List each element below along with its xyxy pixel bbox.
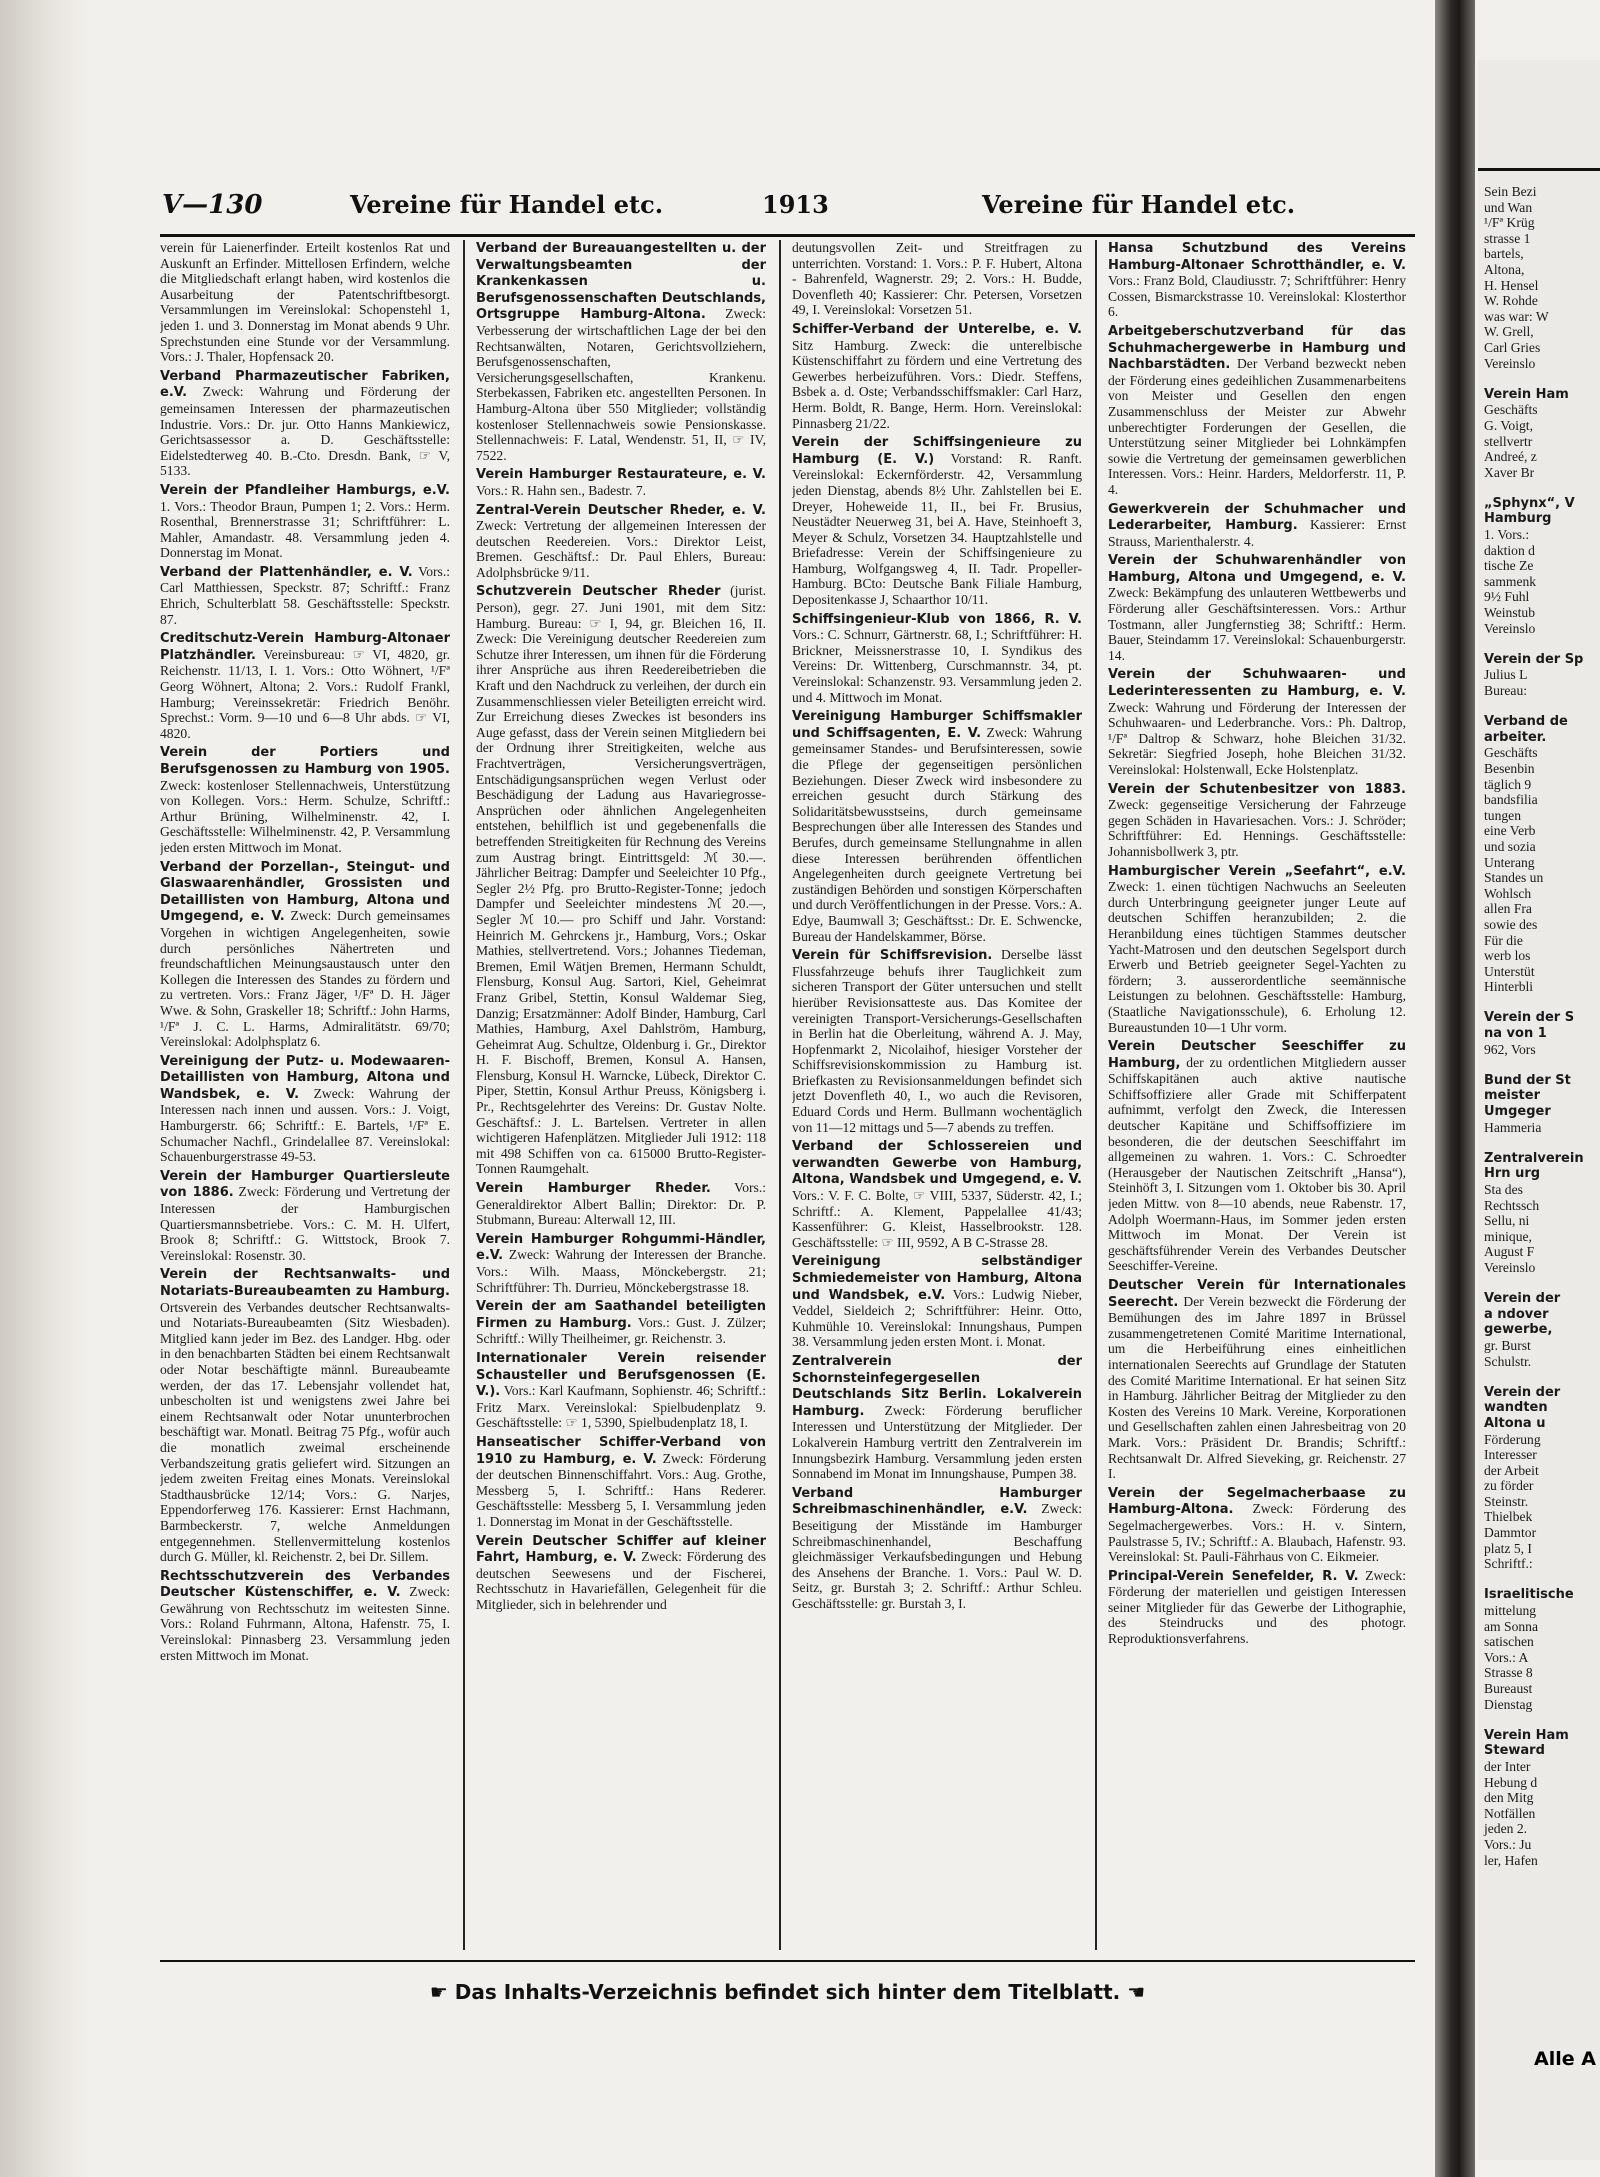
entry-title: Verein der Schuhwaaren- und Lederinteressenten zu Hamburg, e. V. [1108,667,1406,700]
entry-text: Zweck: kostenloser Stellennachweis, Unterstützung von Kollegen. Vors.: Herm. Schulze, Schriftf.: Arthur Brüning, Wilhelminenstr. 42, I. Geschäftsstelle: Wilhelminenstr. 42, P. Versammlung jeden ersten Mittwoch im Monat. [160,777,450,855]
entry-title: Verein der Schutenbesitzer von 1883. [1108,781,1406,797]
entry-title: Arbeitgeberschutzverband für das Schuhmachergewerbe in Hamburg und Nachbarstädten. [1108,323,1406,373]
entry-text: Vors.: Karl Kaufmann, Sophienstr. 46; Schriftf.: Fritz Marx. Vereinslokal: Spielbudenplatz 9. Geschäftsstelle: ☞ 1, 5390, Spielbudenplatz 18, I. [476,1383,766,1431]
entry-title: Verein Hamburger Rheder. [476,1181,711,1197]
entry-title: Verband der Bureauangestellten u. der Verwaltungsbeamten der Krankenkassen u. Berufsgenossenschaften Deutschlands, Ortsgruppe Hamburg-Altona. [476,241,766,323]
entry-title: Creditschutz-Verein Hamburg-Altonaer Platzhändler. [160,631,450,663]
directory-entry [476,1434,766,1530]
entry-title: Verein der Portiers und Berufsgenossen zu Hamburg von 1905. [160,745,450,777]
facing-page-line: Weinstub [1484,605,1536,621]
facing-page-line: Dienstag [1484,1696,1533,1712]
entry-text: Vors.: C. Schnurr, Gärtnerstr. 68, I.; Schriftführer: H. Brickner, Meissnerstrasse 10, I. Syndikus des Vereins: Dr. Wittenberg, Curschmannstr. 34, pt. Vereinslokal: Schanzenstr. 93. Versammlung jeden 2. und 4. Mittwoch im Monat. [792,627,1082,705]
facing-page-line: eine Verb [1484,823,1536,839]
directory-entry [476,1231,766,1295]
entry-columns [160,240,1415,1950]
directory-entry [160,1053,450,1165]
entry-text: Zweck: Wahrung und Förderung der Interessen der Schuhwaaren- und Lederbranche. Vors.: Ph. Daltrop, ¹/Fª Daltrop & Schwarz, hohe Bleichen 31/32. Sekretär: Siegfried Joseph, hohe Bleichen 31/32. Vereinslokal: Holstenwall, Ecke Holstenplatz. [1108,699,1406,777]
facing-page-line [1484,699,1600,715]
facing-page [1478,60,1600,2160]
directory-entry [1108,501,1406,550]
facing-page-line: Rechtssch [1484,1197,1540,1213]
entry-title: Hanseatischer Schiffer-Verband von 1910 zu Hamburg, e. V. [476,1434,766,1467]
entry-text: Zweck: Verbesserung der wirtschaftlichen Lage der bei den Rechtsanwälten, Notaren, Gerichtsvollziehern, Berufsgenossenschaften, Versicherungsgesellschaften, Krankenu. Sterbekassen, Fabriken etc. angestellten Personen. In Hamburg-Altona über 550 Mitglieder; vollständig kostenloser Stellennachweis sowie Pensionskasse. Stellennachweis: F. Latal, Wendenstr. 51, II, ☞ IV, 7522. [476,306,766,463]
directory-entry [476,1298,766,1347]
entry-text: Zweck: Förderung des deutschen Seewesens und der Fischerei, Rechtsschutz in Havariefällen, Gelegenheit für die Mitglieder, sich in belehrender und [476,1549,766,1612]
facing-page-line: strasse 1 [1484,230,1531,246]
facing-page-line: Verein Ham [1484,1727,1569,1743]
directory-entry [1108,1038,1406,1274]
directory-entry [476,240,766,463]
directory-entry [160,482,450,561]
facing-page-line: Israelitische [1484,1587,1574,1603]
footer-rule [160,1960,1415,1962]
facing-page-line: Umgeger [1484,1104,1551,1120]
entry-title: Principal-Verein Senefelder, R. V. [1108,1568,1359,1584]
facing-page-line: gr. Burst [1484,1337,1531,1353]
facing-page-line: Bureau: [1484,683,1528,698]
facing-page-line: 962, Vors [1484,1041,1536,1057]
directory-entry [792,947,1082,1135]
facing-page-line [1484,1369,1600,1385]
facing-page-line: Sta des [1484,1182,1523,1197]
facing-page-line: Standes un [1484,870,1544,886]
entry-text: Vereinsbureau: ☞ VI, 4820, gr. Reichenstr. 11/13, I. 1. Vors.: Otto Wöhnert, ¹/Fª Georg Wöhnert, Altona; 2. Vors.: Rudolf Frankl, Hamburg; Vereinssekretär: Friedrich Benöhr. Sprechst.: Vorm. 9—10 und 6—8 Uhr abds. ☞ VI, 4820. [160,646,450,741]
directory-entry [792,1485,1082,1612]
entry-title: Verein der am Saathandel beteiligten Firmen zu Hamburg. [476,1299,766,1331]
facing-page-line: der Inter [1484,1758,1531,1774]
entry-text: Kassierer: Ernst Strauss, Marienthalerstr. 4. [1108,517,1406,549]
facing-page-line [1484,1572,1600,1588]
facing-page-line: G. Voigt, [1484,417,1533,433]
entry-text: Vors.: R. Hahn sen., Badestr. 7. [476,482,647,498]
entry-text: Zweck: 1. einen tüchtigen Nachwuchs an Seeleuten durch Unterbringung geeigneter junger Leute auf deutschen Schiffen heranzubilden; 2. die Heranbildung eines tüchtigen Stammes deutscher Yacht-Matrosen und den deutschen Segelsport durch Erwerb und Betrieb geeigneter Segel-Yachten zu fördern; 3. ausserordentliche seemännische Leistungen zu belohnen. Geschäftsstelle: Hamburg, (Staatliche Navigationsschule), 6. Erholung 12. Bureaustunden 10—1 Uhr vorm. [1108,879,1406,1035]
entry-text: Vors.: Carl Matthiessen, Speckstr. 87; Schriftf.: Franz Ehrich, Schulterblatt 58. Geschäftsstelle: Speckstr. 87. [160,563,450,627]
entry-title: Vereinigung Hamburger Schiffsmakler und Schiffsagenten, E. V. [792,709,1082,741]
entry-text: Zweck: Wahrung gemeinsamer Standes- und Berufsinteressen, sowie die Pflege der gegenseitigen persönlichen Beziehungen. Dieser Zweck wird insbesondere zu erreichen gesucht durch Stärkung des Solidaritätsbewusstseins, durch gemeinsame Besprechungen über alle Interessen des Standes und Berufes, durch gemeinsame Stellungnahme in allen diese Interessen berührenden öffentlichen Angelegenheiten durch geeignete Vertretung bei zuständigen Behörden und sonstigen Körperschaften und durch Veröffentlichungen in der Presse. Vors.: A. Edye, Baumwall 3; Geschäftsst.: Dr. E. Schwencke, Bureau der Handelskammer, Börse. [792,724,1082,944]
facing-page-line: Förderung [1484,1431,1541,1447]
facing-page-header-rule [1478,168,1600,171]
directory-entry [160,859,450,1050]
entry-title: Vereinigung selbständiger Schmiedemeister von Hamburg, Altona und Wandsbek, e.V. [792,1254,1082,1303]
facing-page-line: W. Rohde [1484,293,1538,309]
entry-text: Zweck: Vertretung der allgemeinen Interessen der deutschen Reedereien. Vors.: Direktor Leist, Bremen. Geschäftsf.: Dr. Paul Ehlers, Bureau: Adolphsbrücke 9/11. [476,518,766,580]
facing-page-line [1484,995,1600,1011]
facing-page-line: na von 1 [1484,1026,1547,1042]
facing-page-line: Schriftf.: [1484,1556,1533,1572]
facing-page-line: Andreé, z [1484,449,1537,465]
facing-page-line: Verein Ham [1484,386,1569,402]
facing-page-line: Verein der [1484,1384,1561,1400]
running-head-year: 1913 [762,190,829,219]
facing-page-line: tische Ze [1484,558,1534,574]
entry-text: Zweck: Beseitigung der Misstände im Hamburger Schreibmaschinenhandel, Beschaffung gleichmässiger Verkaufsbedingungen und Hebung des Ansehens der Branche. 1. Vors.: Paul W. D. Seitz, gr. Burstah 3; 2. Schriftf.: Arthur Schleu. Geschäftsstelle: gr. Burstah 3, I. [792,1501,1082,1611]
facing-page-line: jeden 2. [1484,1821,1528,1837]
entry-title: Verein der Segelmacherbaase zu Hamburg-Altona. [1108,1485,1406,1518]
directory-entry [1108,1568,1406,1647]
page-gutter [0,0,90,2177]
directory-entry [160,368,450,479]
facing-page-line: satischen [1484,1634,1534,1650]
facing-page-line: Dammtor [1484,1525,1537,1541]
entry-title: Verein der Hamburger Quartiersleute von 1886. [160,1168,450,1201]
entry-text: Zweck: gegenseitige Versicherung der Fahrzeuge gegen Schäden in Havariesachen. Vors.: J. Schröder; Schriftführer: Ed. Hennings. Geschäftsstelle: Johannisbollwerk 3, ptr. [1108,797,1406,859]
facing-page-line: Bureaust [1484,1681,1533,1696]
column-divider [1095,240,1097,1950]
facing-page-line: 9½ Fuhl [1484,589,1530,605]
entry-title: Schutzverein Deutscher Rheder [476,584,721,600]
directory-entry [160,240,450,365]
facing-page-line: Für die [1484,932,1523,948]
directory-entry [476,502,766,581]
column-1 [160,240,450,1950]
entry-text: Vors.: Ludwig Nieber, Veddel, Sieldeich 2; Schriftführer: Heinr. Otto, Kuhmühle 10. Vereinslokal: Innungshaus, Pumpen 38. Versammlung jeden ersten Mont. i. Monat. [792,1286,1082,1350]
entry-title: Hamburgischer Verein „Seefahrt“, e.V. [1108,863,1406,879]
entry-text: verein für Laienerfinder. Erteilt kostenlos Rat und Auskunft an Erfinder. Mittellosen Erfindern, welche die Mitgliedschaft erlangt haben, wird kostenlos die Ausarbeitung der Patentschriftbesorgt. Versammlungen im Vereinslokal: Schopenstehl 1, jeden 1. und 3. Donnerstag im Monat abends 9 Uhr. Sprechstunden eine Stunde vor der Versammlung. Vors.: J. Thaler, Hopfensack 20. [160,240,450,365]
entry-text: Ortsverein des Verbandes deutscher Rechtsanwalts- und Notariats-Bureaubeamten (Sitz Wiesbaden). Mitglied kann jeder im Bez. des Landger. Hbg. oder in den benachbarten Städten bei einem Rechtsanwalt oder Notar beschäftigte männl. Bureaubeamte werden, der das 17. Lebensjahr vollendet hat, unbescholten ist und wenigstens zwei Jahre bei einem Rechtsanwalt oder Notar ununterbrochen beschäftigt war. Monatl. Beitrag 75 Pfg., wofür auch die monatlich zweimal erscheinende Verbandszeitung gratis geliefert wird. Sitzungen an jedem zweiten Freitag eines Monats. Vereinslokal Stadthausbrücke 12/14; Vors.: G. Narjes, Eppendorferweg 176. Kassierer: Ernst Hachmann, Barmbeckerstr. 7, welche Anmeldungen entgegennehmen. Stellenvermittelung kostenlos durch G. Müller, kl. Reichenstr. 2, bei Dr. Sillem. [160,1299,450,1565]
facing-page-line: den Mitg [1484,1790,1534,1806]
directory-entry [792,1253,1082,1350]
entry-text: Zweck: Bekämpfung des unlauteren Wettbewerbs und Förderung aller Geschäftsinteressen. Vors.: Arthur Tostmann, aller Jungfernstieg 38; Schriftf.: Herm. Bauer, Steindamm 17. Vereinslokal: Schauenburgerstr. 14. [1108,585,1406,663]
facing-page-line: Hrn urg [1484,1166,1541,1182]
entry-text: der zu ordentlichen Mitgliedern ausser Schiffskapitänen auch aktive nautische Schiffsoffiziere aller Grade mit Schifferpatent aufnimmt, verfolgt den Zweck, die Interessen deutscher Kapitäne und Schiffsoffiziere im besonderen, die der deutschen Seeschiffahrt im allgemeinen zu wahren. 1. Vors.: C. Schroedter (Herausgeber der Nautischen Zeitschrift „Hansa“), Steinhöft 3, I. Sitzungen vom 1. Oktober bis 30. April jeden Mittw. von 8—10 abends, neue Rabenstr. 17, Adolph Woermann-Haus, im Sommer jeden ersten Mittwoch im Monat. Der Verein ist geschäftsführender Verein des Verbandes Deutscher Seeschiffer-Vereine. [1108,1054,1406,1274]
facing-page-line: meister [1484,1088,1540,1104]
facing-page-line: Verein der S [1484,1010,1575,1026]
facing-page-line: Interesser [1484,1447,1537,1463]
facing-page-line: ler, Hafen [1484,1852,1538,1868]
column-4 [1108,240,1406,1950]
entry-title: Verband der Plattenhändler, e. V. [160,564,413,580]
entry-title: Verein der Schiffsingenieure zu Hamburg (E. V.) [792,435,1082,467]
facing-page-line: Vereinslo [1484,355,1536,371]
column-divider [779,240,781,1950]
entry-text: Zweck: Wahrung der Interessen nach innen und aussen. Vors.: J. Voigt, Hamburgerstr. 66; Schriftf.: E. Bartels, ¹/Fª E. Schumacher Nachfl., Grindelallee 87. Vereinslokal: Schauenburgerstrasse 49-53. [160,1085,450,1165]
entry-title: Verein Hamburger Rohgummi-Händler, e.V. [476,1231,766,1264]
column-2 [476,240,766,1950]
facing-page-line: Sellu, ni [1484,1213,1530,1229]
entry-title: Gewerkverein der Schuhmacher und Lederarbeiter, Hamburg. [1108,501,1406,534]
entry-title: Verband der Porzellan-, Steingut- und Glaswaarenhändler, Grossisten und Detaillisten von Hamburg, Altona und Umgegend, e. V. [160,859,450,925]
entry-text: Zweck: Förderung beruflicher Interessen und Unterstützung der Mitglieder. Der Lokalverein Hamburg vertritt den Zentralverein im Innungsbezirk Hamburg. Versammlung jeden ersten Sonnabend im Monat im Innungshause, Pumpen 38. [792,1402,1082,1482]
facing-page-line: Geschäfts [1484,402,1538,418]
facing-page-line [1484,1135,1600,1151]
facing-page-line: Hammeria [1484,1119,1542,1135]
entry-text: (jurist. Person), gegr. 27. Juni 1901, mit dem Sitz: Hamburg. Bureau: ☞ I, 94, gr. Bleichen 16, II. Zweck: Die Vereinigung deutscher Reedereien zum Schutze ihrer Interessen, um ihnen für die Förderung ihrer Ansprüche aus ihren Reedereibetrieben die Kraft und den Nachdruck zu verleihen, der durch ein Zusammenschliessen vieler Beteiligten erreicht wird. Zur Erreichung dieses Zweckes ist besonders ins Auge gefasst, dass der Verein seinen Mitgliedern bei der Ordnung ihrer Streitigkeiten, welche aus Frachtverträgen, Versicherungsverträgen, Entschädigungsansprüchen wegen Verlust oder Beschädigung der Ladung aus Havariegrosse-Ansprüchen oder ähnlichen Angelegenheiten entstehen, behilflich ist und gegebenenfalls die betreffenden Streitigkeiten für Rechnung des Vereins zum Austrag bringt. Eintrittsgeld: ℳ 30.—. Jährlicher Beitrag: Dampfer und Seeleichter 10 Pfg., Segler 2½ Pfg. pro Brutto-Register-Tonne; jedoch Dampfer und Seeleichter mindestens ℳ 20.—, Segler ℳ 10.— pro Schiff und Jahr. Vorstand: Heinrich M. Gehrckens jr., Hamburg, Vors.; Oskar Mathies, stellvertretend. Vors.; Johannes Tiedeman, Bremen, Emil Wätjen Bremen, Hermann Schuldt, Flensburg, Konsul Aug. Sartori, Kiel, Geheimrat Franz Gribel, Stettin, Konsul Waldemar Sieg, Danzig; Ersatzmänner: Adolf Binder, Hamburg, Carl Mathies, Hamburg, Axel Dahlström, Hamburg, Geheimrat Aug. Schultze, Oldenburg i. Gr., Direktor H. F. Bischoff, Bremen, Konsul A. Hansen, Flensburg, Konsul H. Warncke, Lübeck, Direktor C. Piper, Stettin, Konsul Arthur Preuss, Königsberg i. Pr., Rechtsgelehrter des Vereins: Dr. Gustav Nolte. Geschäftsf.: J. L. Bartelsen. Vertreter in allen wichtigeren Hafenplätzen. Mitglieder Juli 1912: 118 mit 498 Schiffen von ca. 615000 Brutto-Register-Tonnen Raumgehalt. [476,583,766,1177]
facing-page-line: bandsfilia [1484,792,1538,808]
entry-title: Verein für Schiffsrevision. [792,948,993,964]
facing-page-line: Zentralverein [1484,1150,1584,1166]
directory-entry [160,564,450,627]
entry-title: Rechtsschutzverein des Verbandes Deutscher Küstenschiffer, e. V. [160,1568,450,1601]
directory-entry [1108,1277,1406,1482]
facing-page-line: ¹/Fª Krüg [1484,215,1535,231]
facing-page-line: Besenbin [1484,760,1535,776]
directory-entry [1108,666,1406,777]
entry-title: Verband Hamburger Schreibmaschinenhändler, e.V. [792,1485,1082,1518]
facing-page-line: Unterang [1484,854,1535,870]
entry-title: Schiffer-Verband der Unterelbe, e. V. [792,321,1082,337]
entry-title: Hansa Schutzbund des Vereins Hamburg-Altonaer Schrotthändler, e. V. [1108,241,1406,273]
entry-text: Zweck: Förderung des Segelmachergewerbes. Vors.: H. v. Sintern, Paulstrasse 5, IV.; Schriftf.: A. Blaubach, Hafenstr. 93. Vereinslokal: St. Pauli-Fährhaus von C. Eikmeier. [1108,1501,1406,1565]
directory-sheet [150,168,1425,2048]
facing-page-line: der Arbeit [1484,1462,1539,1478]
facing-page-line: Xaver Br [1484,464,1535,480]
directory-entry [476,1533,766,1613]
entry-title: Zentralverein der Schornsteinfegergesellen Deutschlands Sitz Berlin. Lokalverein Hamburg. [792,1353,1082,1419]
facing-page-line: täglich 9 [1484,776,1532,792]
column-divider [463,240,465,1950]
entry-title: Zentral-Verein Deutscher Rheder, e. V. [476,502,766,518]
facing-page-line: daktion d [1484,542,1535,558]
facing-page-line: bartels, [1484,246,1524,262]
facing-page-line: „Sphynx“, V [1484,495,1575,511]
facing-page-line: Altona, [1484,261,1525,277]
facing-page-line [1484,636,1600,652]
directory-entry [160,1168,450,1264]
facing-page-line [1484,1276,1600,1292]
facing-page-line: Altona u [1484,1415,1546,1431]
directory-entry [1108,240,1406,320]
column-3 [792,240,1082,1950]
directory-entry [160,1568,450,1664]
facing-page-line: Verein der [1484,1291,1561,1307]
entry-title: Deutscher Verein für Internationales Seerecht. [1108,1278,1406,1310]
facing-page-line: Hinterbli [1484,979,1534,995]
directory-entry [476,583,766,1177]
page-number: V—130 [162,190,263,220]
facing-page-line: Steinstr. [1484,1493,1529,1509]
entry-title: Verein der Pfandleiher Hamburgs, e.V. [160,482,450,498]
facing-page-line: Hebung d [1484,1774,1538,1790]
entry-text: Vors.: Gust. J. Zülzer; Schriftf.: Willy Theilheimer, gr. Reichenstr. 3. [476,1314,766,1347]
entry-text: Zweck: Förderung der materiellen und geistigen Interessen seiner Mitglieder für das Gewerbe der Lithographie, des Steindrucks und des photogr. Reproduktionsverfahrens. [1108,1567,1406,1647]
facing-page-line: was war: W [1484,308,1549,324]
facing-page-line [1484,480,1600,496]
entry-title: Verein der Rechtsanwalts- und Notariats-Bureaubeamten zu Hamburg. [160,1267,450,1299]
facing-page-line: mittelung [1484,1603,1537,1619]
facing-page-line: allen Fra [1484,901,1532,917]
facing-page-line: tungen [1484,807,1521,823]
facing-page-line [1484,1057,1600,1073]
facing-page-line: Vereinslo [1484,1259,1536,1275]
directory-entry [1108,552,1406,663]
facing-page-line: am Sonna [1484,1618,1538,1634]
directory-entry [1108,323,1406,498]
entry-title: Vereinigung der Putz- u. Modewaaren-Detaillisten von Hamburg, Altona und Wandsbek, e. V. [160,1053,450,1102]
entry-text: Zweck: Förderung der deutschen Binnenschiffahrt. Vors.: Aug. Grothe, Messberg 5, I. Schriftf.: Hans Rederer. Geschäftsstelle: Messberg 5, I. Versammlung jeden 1. Donnerstag im Monat in der Geschäftsstelle. [476,1450,766,1529]
directory-entry [792,240,1082,318]
pointing-hand-left-icon: ☚ [1127,1980,1146,2004]
entry-text: Zweck: Durch gemeinsames Vorgehen in wichtigen Angelegenheiten, sowie durch persönliches Nähertreten und freundschaftlichen Meinungsaustausch unter den Kollegen die Interessen des Standes zu fördern und zu vertreten. Vors.: Franz Jäger, ¹/Fª D. H. Jäger Wwe. & Sohn, Graskeller 18; Schriftf.: John Harms, ¹/Fª J. C. L. Harms, Admiralitätstr. 69/70; Vereinslokal: Adolphsplatz 6. [160,908,450,1050]
facing-page-line: Vors.: A [1484,1649,1529,1665]
entry-title: Verein Deutscher Schiffer auf kleiner Fahrt, Hamburg, e. V. [476,1533,766,1566]
facing-page-line: Verband de [1484,714,1568,730]
entry-text: Der Verband bezweckt neben der Förderung eines gedeihlichen Zusammenarbeitens von Meister und Gesellen den engen Zusammenschluss der Meister zur Abwehr unberechtigter Forderungen der Gesellen, die Unterstützung seiner Mitglieder bei Lohnkämpfen sowie die Vertretung der gemeinsamen gewerblichen Interessen. Vors.: Heinr. Harders, Meldorferstr. 11, P. 4. [1108,356,1406,497]
entry-text: Vors.: V. F. C. Bolte, ☞ VIII, 5337, Süderstr. 42, I.; Schriftf.: A. Klement, Pappelallee 41/43; Kassenführer: G. Kleist, Hasselbrookstr. 128. Geschäftsstelle: ☞ III, 9592, A B C-Strasse 28. [792,1188,1082,1250]
entry-title: Schiffsingenieur-Klub von 1866, R. V. [792,611,1082,627]
entry-text: Zweck: Förderung und Vertretung der Interessen der Hamburgischen Quartiersmannsbetriebe. Vors.: C. M. H. Ulfert, Brook 8; Schriftf.: G. Wittstock, Brook 7. Vereinslokal: Rosenstr. 30. [160,1184,450,1263]
facing-page-line: W. Grell, [1484,324,1534,340]
facing-page-line: August F [1484,1244,1535,1260]
entry-text: Vors.: Franz Bold, Claudiusstr. 7; Schriftführer: Henry Cossen, Bismarckstrasse 10. Vereinslokal: Klosterthor 6. [1108,273,1406,320]
facing-page-line: Notfällen [1484,1805,1536,1821]
entry-text: Vors.: Generaldirektor Albert Ballin; Direktor: Dr. P. Stubmann, Bureau: Alterwall 12, III. [476,1180,766,1228]
facing-page-line: Thielbek [1484,1509,1533,1525]
entry-text: Zweck: Wahrung der Interessen der Branche. Vors.: Wilh. Maass, Mönckebergstr. 21; Schriftführer: Th. Durrieu, Mönckebergstrasse 18. [476,1247,766,1295]
directory-entry [792,1353,1082,1482]
facing-page-line [1484,1712,1600,1728]
entry-text: Der Verein bezweckt die Förderung der Bemühungen des im Jahre 1897 in Brüssel zusammengetretenen Comité Maritime International, um die Herbeiführung eines einheitlichen internationalen Seerechts auf Grundlage der Statuten des Comité Maritime International. Er hat seinen Sitz in Hamburg. Jährlicher Beitrag der Mitglieder zu den Kosten des Vereins 10 Mark. Vereine, Korporationen und Gesellschaften zahlen einen Jahresbeitrag von 20 Mark. Vors.: Präsident Dr. Brandis; Schriftf.: Rechtsanwalt Dr. Alfred Sieveking, gr. Reichenstr. 27 I. [1108,1293,1406,1482]
facing-page-line: a ndover [1484,1306,1549,1322]
directory-entry [1108,781,1406,860]
facing-page-line: minique, [1484,1228,1532,1244]
directory-entry [792,708,1082,944]
footer-text: Das Inhalts-Verzeichnis befindet sich hinter dem Titelblatt. [454,1980,1121,2004]
entry-title: Verein der Schuhwarenhändler von Hamburg, Altona und Umgegend, e. V. [1108,553,1406,585]
entry-title: Verband der Schlossereien und verwandten Gewerbe von Hamburg, Altona, Wandsbek und Umgegend, e. V. [792,1139,1082,1188]
facing-page-line: Verein der Sp [1484,651,1584,667]
facing-page-line: Hamburg [1484,511,1552,527]
facing-page-line: wandten [1484,1400,1548,1416]
facing-page-lines [1484,184,1600,1868]
directory-entry [1108,1485,1406,1565]
facing-page-line: sowie des [1484,916,1538,932]
book-spine [1435,0,1475,2177]
facing-page-line: Unterstüt [1484,963,1535,979]
entry-text: Zweck: Gewährung von Rechtsschutz im weitesten Sinne. Vors.: Roland Fuhrmann, Altona, Hafenstr. 75, I. Vereinslokal: Pinnasberg 23. Versammlung jeden ersten Mittwoch im Monat. [160,1584,450,1663]
entry-title: Internationaler Verein reisender Schausteller und Berufsgenossen (E. V.). [476,1350,766,1400]
facing-page-line: Wohlsch [1484,885,1532,901]
directory-entry [476,466,766,498]
facing-page-line [1484,371,1600,387]
entry-title: Verein Hamburger Restaurateure, e. V. [476,467,766,483]
facing-page-line: Schulstr. [1484,1353,1532,1369]
entry-text: Vorstand: R. Ranft. Vereinslokal: Eckernförderstr. 42, Versammlung jeden Dienstag, abends 8½ Uhr. Zahlstellen bei E. Dreyer, Hoheweide 11, II., bei Fr. Brusius, Neustädter Neuerweg 31, bei A. Have, Steinhoeft 3, Meyer & Schulz, Vorsetzen 34. Hauptzahlstelle und Briefadresse: Verein der Schiffsingenieure zu Hamburg, Wolfgangsweg 4, II. Tadr. Propeller-Hamburg. BCto: Deutsche Bank Filiale Hamburg, Depositenkasse J, Schaarthor 10/11. [792,450,1082,608]
facing-page-line: werb los [1484,948,1531,964]
facing-page-line: stellvertr [1484,433,1533,449]
facing-page-line: Vors.: Ju [1484,1836,1532,1852]
facing-page-line: zu förder [1484,1478,1534,1494]
facing-page-line: Sein Bezi [1484,184,1537,199]
facing-page-line: und sozia [1484,838,1536,854]
directory-entry [476,1180,766,1228]
facing-page-line: 1. Vors.: [1484,527,1530,543]
entry-title: Verband Pharmazeutischer Fabriken, e.V. [160,368,450,401]
facing-page-line: Julius L [1484,667,1528,683]
facing-page-line: H. Hensel [1484,277,1539,293]
directory-entry [160,1266,450,1564]
facing-page-line: platz 5, I [1484,1540,1532,1556]
directory-entry [792,321,1082,431]
directory-entry [792,611,1082,706]
directory-entry [792,434,1082,608]
facing-page-line: Bund der St [1484,1072,1571,1088]
directory-entry [160,744,450,855]
facing-page-footer: Alle A [1534,2048,1596,2070]
entry-text: deutungsvollen Zeit- und Streitfragen zu unterrichten. Vorstand: 1. Vors.: P. F. Hubert, Altona - Bahrenfeld, Wagnerstr. 29; 2. Vors.: H. Budde, Dovenfleth 40; Kassierer: Chr. Petersen, Vorsetzen 49, I. Vereinslokal: Vorsetzen 51. [792,240,1082,318]
entry-text: Derselbe lässt Flussfahrzeuge behufs ihrer Tauglichkeit zum sicheren Transport der Güter untersuchen und stellt hierüber Revisionsatteste aus. Das Komitee der vereinigten Transport-Versicherungs-Gesellschaften in Berlin hat die Oberleitung, während A. J. May, Hopfenmarkt 2, Nicolaihof, hiesiger Vorsteher der Schiffsrevisionskommission zu Hamburg ist. Briefkasten zu Revisionsanmeldungen befindet sich jetzt Dovenfleth 40, I., wo auch die Revisoren, Eduard Cords und Herm. Bullmann wochentäglich von 11—12 mittags und 5—7 abends zu treffen. [792,947,1082,1135]
entry-text: 1. Vors.: Theodor Braun, Pumpen 1; 2. Vors.: Herm. Rosenthal, Brennerstrasse 31; Schriftführer: L. Mahler, Amandastr. 48. Versammlung jeden 4. Donnerstag im Monat. [160,498,450,561]
directory-entry [160,630,450,741]
facing-page-line: gewerbe, [1484,1322,1553,1338]
directory-entry [1108,863,1406,1036]
pointing-hand-icon: ☛ [429,1980,448,2004]
facing-page-line: Geschäfts [1484,745,1538,761]
entry-title: Verein Deutscher Seeschiffer zu Hamburg, [1108,1039,1406,1071]
facing-page-line: Strasse 8 [1484,1665,1533,1681]
entry-text: Zweck: Wahrung und Förderung der gemeinsamen Interessen der pharmazeutischen Industrie. Vors.: Dr. jur. Otto Hanns Mankiewicz, Gerichtsassessor a. D. Geschäftsstelle: Eidelstedterweg 40. B.-Cto. Dresdn. Bank, ☞ V, 5133. [160,384,450,479]
directory-entry [792,1138,1082,1250]
header-rule [160,234,1415,237]
facing-page-line: Carl Gries [1484,339,1541,355]
directory-entry [476,1350,766,1431]
running-head-left: Vereine für Handel etc. [350,190,664,219]
entry-text: Sitz Hamburg. Zweck: die unterelbische Küstenschiffahrt zu fördern und eine Vertretung des Gewerbes herbeizuführen. Vors.: Diedr. Steffens, Bsbek a. d. Oste; Verbandsschiffsmakler: Carl Harz, Herm. Boldt, R. Bange, Herm. Horn. Vereinslokal: Pinnasberg 21/22. [792,337,1082,431]
facing-page-line: und Wan [1484,199,1533,215]
footer-note [150,1980,1425,2004]
running-head-right: Vereine für Handel etc. [982,190,1296,219]
facing-page-line: arbeiter. [1484,729,1547,745]
facing-page-line: Vereinslo [1484,620,1536,636]
facing-page-line: sammenk [1484,573,1537,589]
facing-page-line: Steward [1484,1743,1545,1759]
